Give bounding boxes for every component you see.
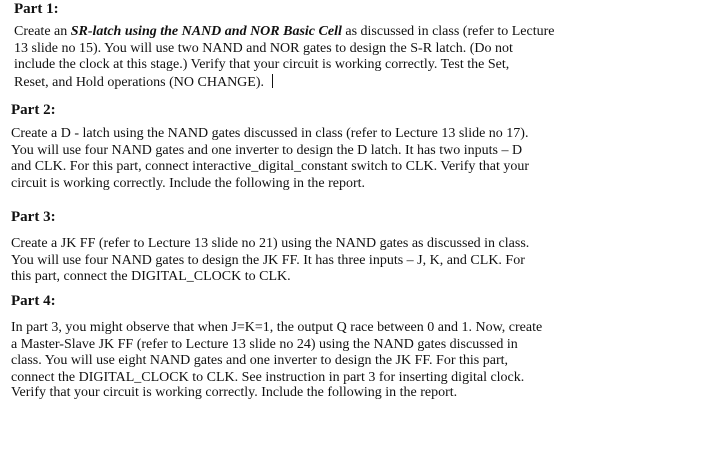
- part3-line-1: Create a JK FF (refer to Lecture 13 slide no 21) using the NAND gates as discussed in class.: [11, 236, 530, 251]
- part1-emphasis: SR-latch using the NAND and NOR Basic Cell: [70, 24, 342, 39]
- part4-line-4: connect the DIGITAL_CLOCK to CLK. See instruction in part 3 for inserting digital clock.: [11, 369, 525, 385]
- part4-cutoff-text: Verify that your circuit is working correctly. Include the following in the report.: [11, 385, 458, 400]
- part1-heading: Part 1:: [14, 1, 59, 17]
- part2-line-4: circuit is working correctly. Include the following in the report.: [11, 175, 366, 191]
- part4-heading: Part 4:: [11, 293, 56, 309]
- part1-line4-text: Reset, and Hold operations (NO CHANGE).: [14, 74, 265, 90]
- part2-line-1: Create a D - latch using the NAND gates discussed in class (refer to Lecture 13 slide no 17).: [11, 126, 529, 141]
- part3-line-3: this part, connect the DIGITAL_CLOCK to CLK.: [11, 269, 291, 284]
- part2-heading: Part 2:: [11, 102, 56, 118]
- part4-line-2: a Master-Slave JK FF (refer to Lecture 13 slide no 24) using the NAND gates discussed in: [11, 336, 518, 352]
- part1-paragraph: [14, 24, 589, 90]
- part4-line-3: class. You will use eight NAND gates and one inverter to design the JK FF. For this part,: [11, 353, 508, 368]
- part2-line-2: You will use four NAND gates and one inverter to design the D latch. It has two inputs – D: [11, 142, 523, 158]
- part4-line-1: In part 3, you might observe that when J=K=1, the output Q race between 0 and 1. Now, create: [11, 320, 543, 335]
- part1-line-4: [14, 74, 589, 91]
- part1-line-3: include the clock at this stage.) Verify that your circuit is working correctly. Test the Set,: [14, 57, 510, 72]
- text-cursor: [272, 74, 273, 88]
- part2-line-3: and CLK. For this part, connect interactive_digital_constant switch to CLK. Verify that your: [11, 159, 530, 174]
- part4-paragraph: [11, 320, 586, 386]
- part4-cutoff-line: [11, 385, 511, 402]
- part3-line-2: You will use four NAND gates to design the JK FF. It has three inputs – J, K, and CLK. For: [11, 252, 525, 268]
- part3-heading: Part 3:: [11, 209, 56, 225]
- part1-line-2: 13 slide no 15). You will use two NAND and NOR gates to design the S-R latch. (Do not: [14, 40, 513, 56]
- part3-paragraph: [11, 236, 586, 286]
- part1-line-1: [14, 24, 589, 41]
- part1-intro: Create an: [14, 24, 71, 39]
- part1-line1-rest: as discussed in class (refer to Lecture: [341, 24, 555, 39]
- part2-paragraph: [11, 126, 586, 192]
